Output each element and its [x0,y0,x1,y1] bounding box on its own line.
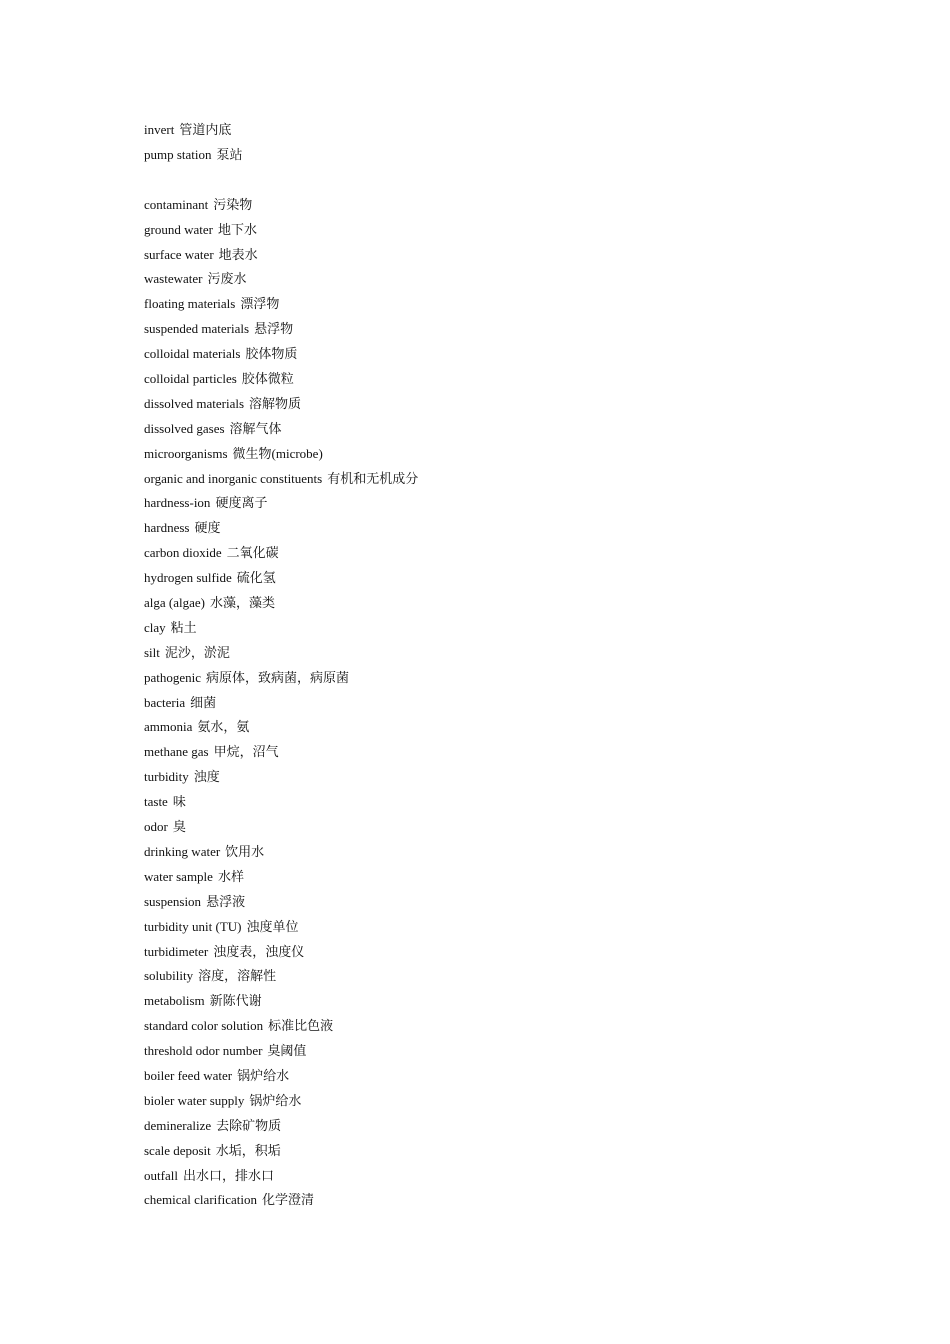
entry-translation: 粘土 [170,619,197,635]
entry-term: suspension [144,893,202,909]
entry-translation: 臭阈值 [267,1043,307,1059]
entry-translation: 胶体微粒 [241,371,294,387]
entry-translation: 污染物 [213,196,253,212]
entry-term: scale deposit [144,1142,211,1158]
entry-term: clay [144,619,166,635]
entry-term: wastewater [144,271,203,287]
glossary-entry [144,442,844,467]
entry-translation: 饮用水 [225,843,265,859]
entry-term: chemical clarification [144,1192,257,1208]
glossary-entry [144,317,844,342]
glossary-entry [144,989,844,1014]
glossary-group [144,193,844,1214]
entry-term: ground water [144,221,213,237]
entry-term: hardness-ion [144,495,211,511]
entry-translation: 水垢，积垢 [215,1142,281,1158]
glossary-entry [144,1014,844,1039]
glossary-entry [144,566,844,591]
glossary-entry [144,541,844,566]
entry-translation: 二氧化碳 [226,545,279,561]
glossary-entry [144,815,844,840]
entry-term: contaminant [144,196,209,212]
glossary-entry [144,392,844,417]
entry-translation: 地下水 [217,221,257,237]
glossary-entry [144,292,844,317]
entry-term: taste [144,794,168,810]
entry-term: hardness [144,520,190,536]
entry-translation: 泥沙，淤泥 [164,644,230,660]
glossary-entry [144,715,844,740]
entry-term: microorganisms [144,445,228,461]
entry-translation: 管道内底 [179,122,232,137]
entry-term: drinking water [144,843,221,859]
entry-term: turbidimeter [144,943,209,959]
glossary-entry [144,666,844,691]
entry-translation: 甲烷，沼气 [213,744,279,760]
entry-term: pathogenic [144,669,202,685]
glossary-entry [144,890,844,915]
entry-translation: 溶度，溶解性 [198,968,277,984]
entry-term: dissolved materials [144,395,245,411]
glossary-entry [144,1114,844,1139]
entry-translation: 病原体，致病菌，病原菌 [206,669,350,685]
entry-translation: 有机和无机成分 [327,470,419,486]
glossary-entry [144,1188,844,1213]
entry-translation: 硬度 [194,520,221,536]
entry-translation: 浊度 [193,769,220,785]
entry-translation: 硫化氢 [236,570,276,586]
entry-translation: 水样 [217,868,244,884]
entry-term: alga (algae) [144,595,205,611]
glossary-entry [144,491,844,516]
glossary-entry [144,765,844,790]
entry-term: turbidity [144,769,189,785]
entry-translation: 微生物(microbe) [232,445,323,461]
entry-term: organic and inorganic constituents [144,470,323,486]
entry-translation: 浊度单位 [246,918,299,934]
entry-translation: 锅炉给水 [237,1067,290,1083]
glossary-entry [144,143,844,168]
entry-translation: 氨水，氨 [197,719,250,735]
entry-translation: 水藻，藻类 [209,595,275,611]
entry-term: solubility [144,968,194,984]
entry-term: bioler water supply [144,1092,245,1108]
entry-translation: 悬浮液 [206,893,246,909]
entry-translation: 出水口，排水口 [182,1167,274,1183]
entry-term: colloidal particles [144,371,237,387]
glossary-entry [144,790,844,815]
glossary-entry [144,865,844,890]
entry-term: standard color solution [144,1018,264,1034]
entry-term: outfall [144,1167,178,1183]
entry-term: invert [144,122,175,137]
glossary-entry [144,417,844,442]
entry-translation: 新陈代谢 [209,993,262,1009]
entry-term: bacteria [144,694,186,710]
entry-term: surface water [144,246,214,262]
entry-term: suspended materials [144,321,250,337]
entry-term: boiler feed water [144,1067,233,1083]
entry-term: pump station [144,146,212,162]
entry-term: floating materials [144,296,236,312]
glossary-entry [144,964,844,989]
glossary-entry [144,740,844,765]
entry-translation: 标准比色液 [268,1018,334,1034]
entry-translation: 细菌 [190,694,217,710]
entry-translation: 硬度离子 [215,495,268,511]
glossary-entry [144,467,844,492]
glossary-entry [144,1039,844,1064]
glossary-entry [144,616,844,641]
entry-translation: 泵站 [216,146,243,162]
entry-translation: 溶解物质 [249,395,302,411]
entry-term: turbidity unit (TU) [144,918,242,934]
glossary-entry [144,516,844,541]
entry-translation: 去除矿物质 [216,1117,282,1133]
entry-translation: 地表水 [218,246,258,262]
entry-translation: 味 [172,794,186,810]
entry-term: demineralize [144,1117,212,1133]
glossary-entry [144,915,844,940]
entry-term: silt [144,644,160,660]
entry-term: threshold odor number [144,1043,263,1059]
entry-term: methane gas [144,744,209,760]
entry-term: hydrogen sulfide [144,570,232,586]
entry-translation: 悬浮物 [254,321,294,337]
entry-translation: 胶体物质 [245,346,298,362]
glossary-entry [144,243,844,268]
glossary-entry [144,218,844,243]
glossary-entry [144,1089,844,1114]
glossary-entry [144,367,844,392]
entry-term: water sample [144,868,213,884]
glossary-entry [144,1139,844,1164]
glossary-entry [144,1164,844,1189]
entry-translation: 漂浮物 [240,296,280,312]
entry-translation: 溶解气体 [229,420,282,436]
glossary-entry [144,641,844,666]
glossary-entry [144,193,844,218]
glossary-entry [144,118,844,143]
entry-term: odor [144,819,168,835]
entry-translation: 锅炉给水 [249,1092,302,1108]
entry-term: carbon dioxide [144,545,222,561]
glossary-entry [144,1064,844,1089]
glossary-entry [144,840,844,865]
entry-translation: 污废水 [207,271,247,287]
glossary-entry [144,940,844,965]
entry-term: dissolved gases [144,420,225,436]
entry-term: metabolism [144,993,205,1009]
entry-translation: 臭 [172,819,186,835]
glossary-entry [144,691,844,716]
glossary-entry [144,267,844,292]
entry-translation: 浊度表，浊度仪 [213,943,305,959]
entry-term: ammonia [144,719,193,735]
glossary-group [144,118,844,168]
glossary-entry [144,342,844,367]
glossary-list [144,118,844,1213]
entry-translation: 化学澄清 [261,1192,314,1208]
glossary-entry [144,591,844,616]
entry-term: colloidal materials [144,346,241,362]
